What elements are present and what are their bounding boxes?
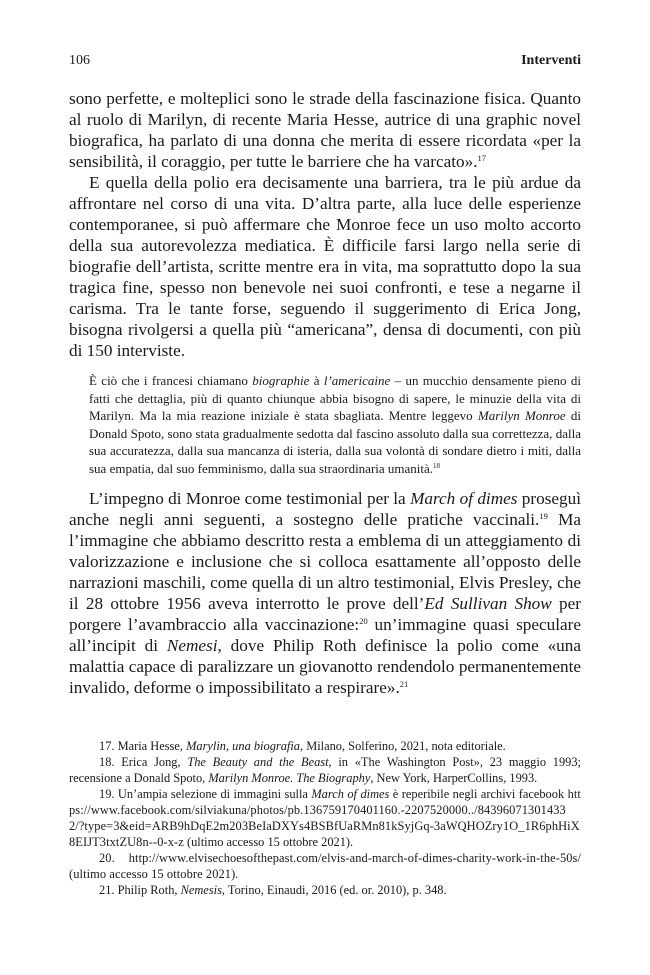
footnote-text: , in «The Washington Post», 23 maggio 1993; recensione a Donald Spoto, (69, 755, 581, 785)
paragraph-text: L’impegno di Monroe come testimonial per la (89, 489, 411, 508)
footnote-18 (69, 754, 581, 786)
footnote-text: 18. Erica Jong, (99, 755, 188, 769)
footnote-link[interactable]: https://www.facebook.com/silviakuna/photos/pb.136759170401160.-2207520000../843960713014332/?type=3&eid=ARB9hDqE2m203BeIaDXYs4BSBfUaRMn81kSyjGq-3aWQHOZry1O_1R6phHiX8EIJT3txtZU8n--0-x-z (69, 787, 581, 849)
page-number: 106 (69, 53, 90, 68)
quote-italic: l’americaine (323, 373, 391, 388)
paragraph-text: per porgere l’avambraccio alla vaccinazione: (69, 594, 581, 634)
footnote-italic: Nemesis (180, 883, 222, 897)
footnote-link[interactable]: 20. http://www.elvisechoesofthepast.com/elvis-and-march-of-dimes-charity-work-in-the-50s/ (ultimo accesso 15 ottobre 2021). (69, 851, 581, 881)
paragraph (69, 488, 581, 698)
footnotes (69, 738, 581, 898)
footnote-ref[interactable]: 18 (433, 461, 441, 470)
quote-italic: Marilyn Monroe (477, 408, 566, 423)
footnote-text: è reperibile negli archivi facebook (389, 787, 568, 801)
footnote-20 (69, 850, 581, 882)
body-text (69, 88, 581, 698)
footnote-italic: The Beauty and the Beast (187, 755, 329, 769)
footnote-text: 17. Maria Hesse, (99, 739, 187, 753)
page (69, 50, 581, 698)
paragraph-text: , dove Philip Roth definisce la polio come «una malattia capace di paralizzare un giovanotto rendendolo permanentemente invalido, deforme o impossibilitato a respirare». (69, 636, 581, 697)
quote-text: di Donald Spoto, sono stata gradualmente sedotta dal fascino assoluto dalla sua correttezza, dalla sua accuratezza, dalla sua mancanza di isteria, dalla sua volontà di sondare dietro i miti, dalla sua empatia, dal suo femminismo, dalla sua straordinaria umanità. (89, 408, 581, 476)
paragraph-text: proseguì anche negli anni seguenti, a sostegno delle pratiche vaccinali. (69, 489, 581, 529)
footnote-text: , Milano, Solferino, 2021, nota editoriale. (300, 739, 506, 753)
footnote-text: 19. Un’ampia selezione di immagini sulla (99, 787, 312, 801)
footnote-21 (69, 882, 581, 898)
quote-text: È ciò che i francesi chiamano (89, 373, 253, 388)
footnote-ref[interactable]: 17 (477, 153, 487, 163)
footnote-italic: Marylin, una biografia (186, 739, 300, 753)
footnote-text: , New York, HarperCollins, 1993. (370, 771, 538, 785)
paragraph-text: un’immagine quasi speculare all’incipit di (69, 615, 581, 655)
italic-text: Ed Sullivan Show (424, 594, 552, 613)
footnote-ref[interactable]: 20 (359, 616, 368, 626)
footnote-ref[interactable]: 21 (399, 679, 409, 689)
paragraph-text: Ma l’immagine che abbiamo descritto resta a emblema di un atteggiamento di valorizzazione e inclusione che si colloca esattamente all’opposto delle narrazioni maschili, come quella di un altro testimonial, Elvis Presley, che il 28 ottobre 1956 aveva interrotto le prove dell’ (69, 510, 581, 613)
paragraph (69, 172, 581, 361)
page-header (69, 50, 581, 72)
footnote-text: (ultimo accesso 15 ottobre 2021). (183, 835, 354, 849)
quote-text: à (309, 373, 324, 388)
paragraph (69, 88, 581, 172)
running-head: Interventi (521, 53, 581, 68)
quote-text: – un mucchio densamente pieno di fatti che dettaglia, più di quanto chiunque abbia bisogno di sapere, le minuzie della vita di Marilyn. Ma la mia reazione iniziale è stata sbagliata. Mentre leggevo (89, 373, 581, 423)
paragraph-text: E quella della polio era decisamente una barriera, tra le più ardue da affrontare nel corso di una vita. D’altra parte, alla luce delle esperienze contemporanee, si può affermare che Monroe fece un uso molto accorto della sua autorevolezza mediatica. È difficile farsi largo nella serie di biografie dell’artista, scritte mentre era in vita, ma soprattutto dopo la sua tragica fine, spesso non benevole nei suoi confronti, e tese a negarne il carisma. Tra le tante forse, seguendo il suggerimento di Erica Jong, bisogna rivolgersi a quella più “americana”, densa di documenti, con più di 150 interviste. (69, 173, 581, 360)
footnote-italic: Marilyn Monroe. The Biography (208, 771, 371, 785)
footnote-text: , Torino, Einaudi, 2016 (ed. or. 2010), p. 348. (221, 883, 447, 897)
footnote-ref[interactable]: 19 (539, 511, 548, 521)
paragraph-text: sono perfette, e molteplici sono le strade della fascinazione fisica. Quanto al ruolo di Marilyn, di recente Maria Hesse, autrice di una graphic novel biografica, ha parlato di una donna che merita di essere ricordata «per la sensibilità, il coraggio, per tutte le barriere che ha varcato». (69, 89, 581, 171)
quote-italic: biographie (252, 373, 310, 388)
footnote-19 (69, 786, 581, 850)
italic-text: Nemesi (166, 636, 218, 655)
footnote-text: 21. Philip Roth, (99, 883, 181, 897)
footnote-17 (69, 738, 581, 754)
block-quote (89, 372, 581, 477)
italic-text: March of dimes (410, 489, 518, 508)
footnote-italic: March of dimes (311, 787, 390, 801)
